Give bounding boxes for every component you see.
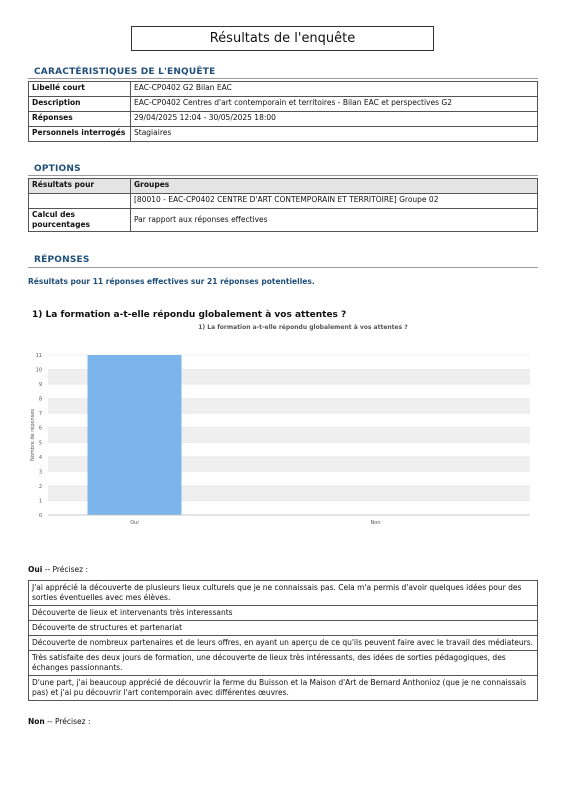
answer-cell: Découverte de lieux et intervenants très interessants <box>29 606 538 621</box>
results-for-label: Résultats pour <box>29 179 131 194</box>
table-row <box>29 606 538 621</box>
y-tick-label: 0 <box>38 513 42 519</box>
row-label: Description <box>29 97 131 112</box>
section-divider <box>28 78 538 79</box>
oui-prompt: Précisez : <box>52 565 88 574</box>
table-row <box>29 209 538 232</box>
table-row <box>29 97 538 112</box>
y-tick-label: 9 <box>38 382 42 389</box>
answer-cell: J'ai apprécié la découverte de plusieurs lieux culturels que je ne connaissais pas. Cela m'a permis d'avoir quelques idées pour des sorties éventuelles avec mes élèves. <box>29 581 538 606</box>
empty-cell <box>29 194 131 209</box>
y-tick-label: 6 <box>38 425 42 432</box>
table-row <box>29 651 538 676</box>
group-value: [80010 - EAC-CP0402 CENTRE D'ART CONTEMPORAIN ET TERRITOIRE] Groupe 02 <box>131 194 538 209</box>
characteristics-heading: CARACTÉRISTIQUES DE L'ENQUÊTE <box>34 67 216 77</box>
row-label: Personnels interrogés <box>29 127 131 142</box>
table-row <box>29 581 538 606</box>
section-divider <box>28 267 538 268</box>
non-precisez <box>28 717 90 726</box>
x-tick-label: Non <box>370 520 381 526</box>
y-tick-label: 1 <box>38 498 42 505</box>
calc-value: Par rapport aux réponses effectives <box>131 209 538 232</box>
y-tick-label: 10 <box>35 367 42 374</box>
row-label: Libellé court <box>29 82 131 97</box>
options-table <box>28 178 538 232</box>
table-row <box>29 82 538 97</box>
row-value: EAC-CP0402 Centres d'art contemporain et territoires - Bilan EAC et perspectives G2 <box>131 97 538 112</box>
answer-cell: Découverte de nombreux partenaires et de leurs offres, en ayant un aperçu de ce qu'ils peuvent faire avec le travail des médiateurs. <box>29 636 538 651</box>
non-separator: -- <box>44 717 55 726</box>
answer-cell: Découverte de structures et partenariat <box>29 621 538 636</box>
oui-label: Oui <box>28 565 43 574</box>
table-row <box>29 621 538 636</box>
y-axis-label: Nombre de réponses <box>30 408 36 462</box>
question-title: 1) La formation a-t-elle répondu globalement à vos attentes ? <box>32 310 347 320</box>
section-divider <box>28 175 538 176</box>
chart-title: 1) La formation a-t-elle répondu globalement à vos attentes ? <box>198 324 408 331</box>
row-label: Réponses <box>29 112 131 127</box>
row-value: 29/04/2025 12:04 - 30/05/2025 18:00 <box>131 112 538 127</box>
y-tick-label: 7 <box>38 411 42 418</box>
table-row <box>29 676 538 701</box>
responses-heading: RÉPONSES <box>34 255 90 265</box>
groups-label: Groupes <box>131 179 538 194</box>
oui-separator: -- <box>42 565 53 574</box>
table-row <box>29 636 538 651</box>
answer-cell: D'une part, j'ai beaucoup apprécié de découvrir la ferme du Buisson et la Maison d'Art de Bernard Anthonioz (que je ne connaissais pas) et j'ai pu découvrir l'art contemporain avec différentes œuvres. <box>29 676 538 701</box>
y-tick-label: 11 <box>35 353 42 359</box>
options-heading: OPTIONS <box>34 164 81 174</box>
oui-precisez <box>28 565 88 574</box>
oui-answers-table <box>28 580 538 701</box>
y-tick-label: 4 <box>38 454 42 461</box>
x-tick-label: Oui <box>130 520 139 526</box>
bar-chart <box>28 320 538 535</box>
responses-summary: Résultats pour 11 réponses effectives sur 21 réponses potentielles. <box>28 277 315 286</box>
non-label: Non <box>28 717 45 726</box>
page-title: Résultats de l'enquête <box>131 26 434 51</box>
y-tick-label: 8 <box>38 396 42 403</box>
table-row <box>29 194 538 209</box>
y-tick-label: 3 <box>38 469 42 476</box>
table-row <box>29 179 538 194</box>
table-row <box>29 127 538 142</box>
calc-label: Calcul des pourcentages <box>29 209 131 232</box>
table-row <box>29 112 538 127</box>
characteristics-table <box>28 81 538 142</box>
row-value: Stagiaires <box>131 127 538 142</box>
y-tick-label: 2 <box>38 483 42 490</box>
row-value: EAC-CP0402 G2 Bilan EAC <box>131 82 538 97</box>
non-prompt: Précisez : <box>54 717 91 726</box>
bar <box>88 355 182 515</box>
y-tick-label: 5 <box>38 440 42 447</box>
answer-cell: Très satisfaite des deux jours de formation, une découverte de lieux très intéressants, des idées de sorties pédagogiques, des échanges passionnants. <box>29 651 538 676</box>
